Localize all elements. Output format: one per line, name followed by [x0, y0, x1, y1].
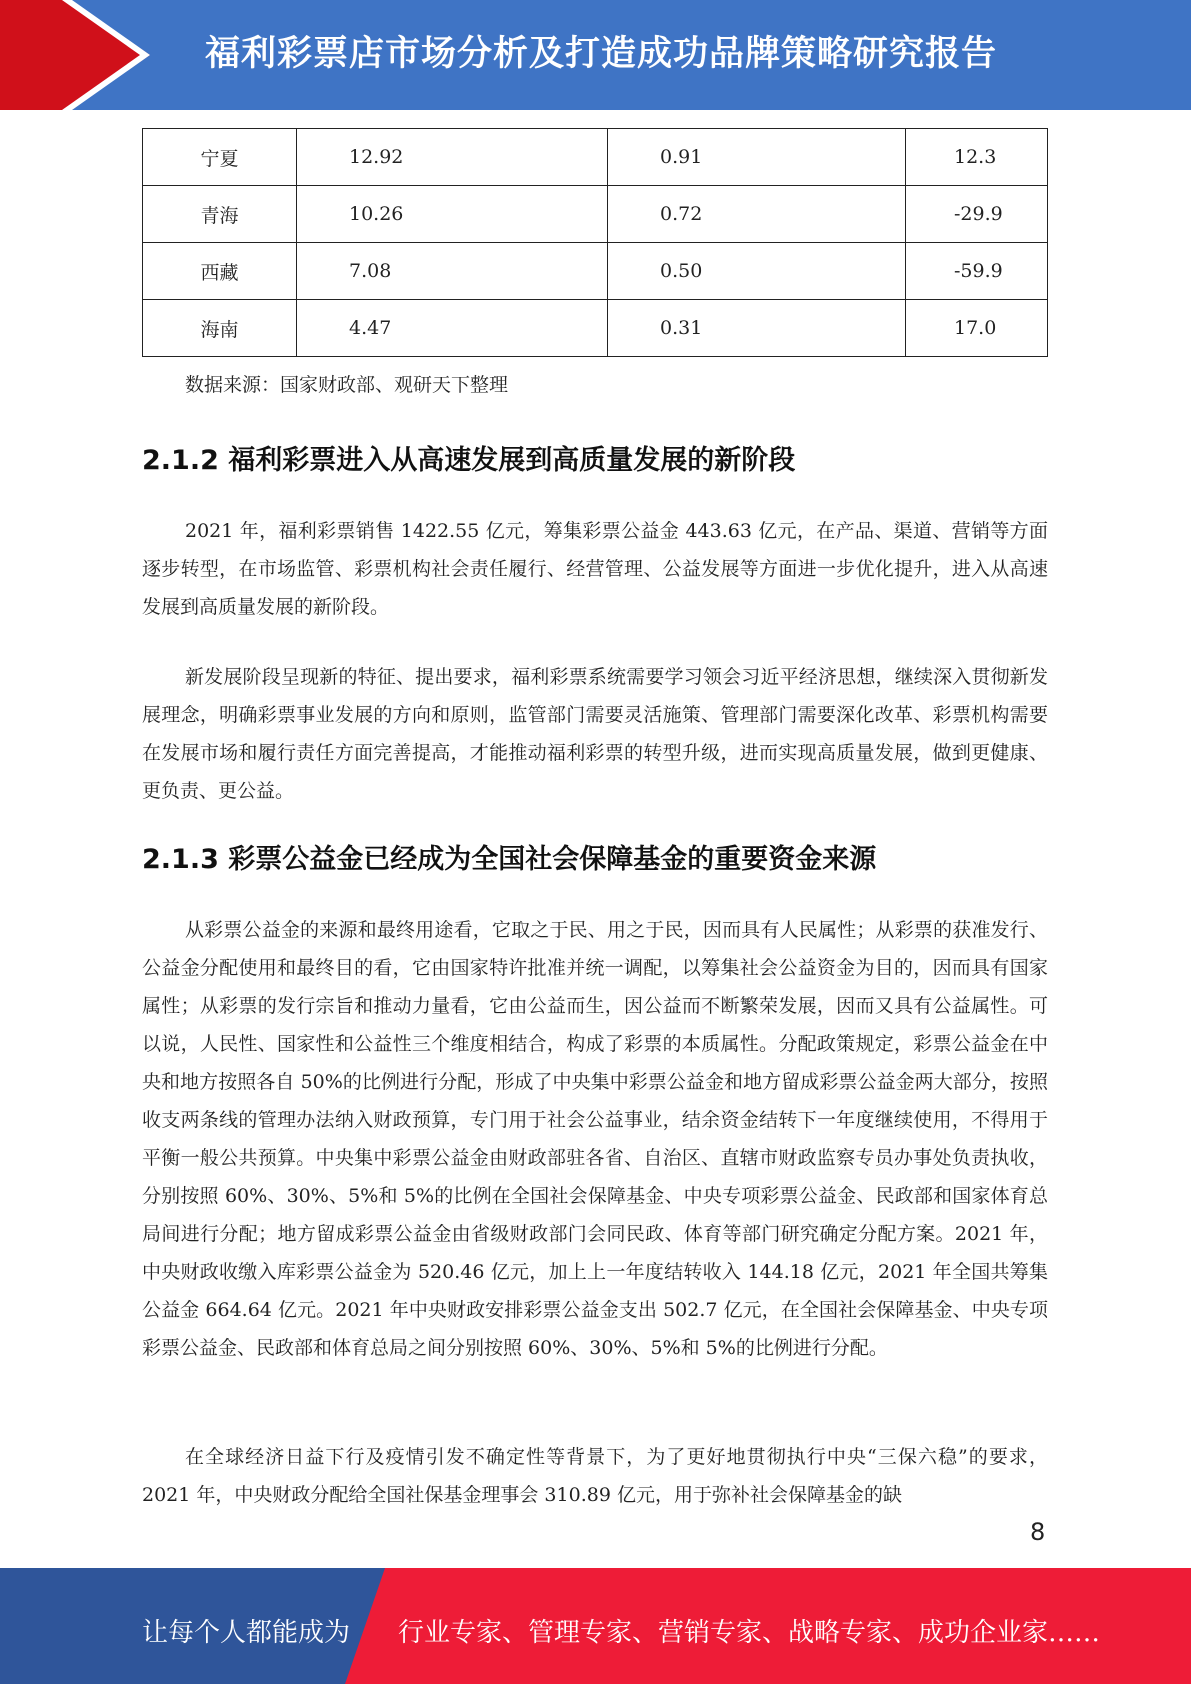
- table-cell: 7.08: [297, 243, 608, 300]
- table-cell: 宁夏: [143, 129, 297, 186]
- paragraph: 在全球经济日益下行及疫情引发不确定性等背景下，为了更好地贯彻执行中央“三保六稳”的要求，2021 年，中央财政分配给全国社保基金理事会 310.89 亿元，用于弥补社会保障基金的缺: [142, 1446, 1048, 1506]
- footer-slogan-left: 让每个人都能成为: [142, 1618, 351, 1648]
- table-row: [143, 243, 1048, 300]
- footer-slogan-right: 行业专家、管理专家、营销专家、战略专家、成功企业家……: [398, 1618, 1101, 1648]
- table-cell: 12.3: [906, 129, 1048, 186]
- report-title: 福利彩票店市场分析及打造成功品牌策略研究报告: [205, 34, 998, 74]
- table-cell: 0.31: [608, 300, 906, 357]
- table-cell: 10.26: [297, 186, 608, 243]
- section-heading: 2.1.2 福利彩票进入从高速发展到高质量发展的新阶段: [142, 445, 796, 476]
- data-source-note: 数据来源：国家财政部、观研天下整理: [185, 374, 509, 396]
- table-cell: 青海: [143, 186, 297, 243]
- table-row: [143, 129, 1048, 186]
- paragraph: 2021 年，福利彩票销售 1422.55 亿元，筹集彩票公益金 443.63 亿元，在产品、渠道、营销等方面逐步转型，在市场监管、彩票机构社会责任履行、经营管理、公益发展等方面进一步优化提升，进入从高速发展到高质量发展的新阶段。: [142, 520, 1048, 618]
- province-data-table: [142, 128, 1048, 357]
- table-row: [143, 300, 1048, 357]
- table-cell: 0.91: [608, 129, 906, 186]
- table-cell: 17.0: [906, 300, 1048, 357]
- table-cell: 西藏: [143, 243, 297, 300]
- table-cell: 0.72: [608, 186, 906, 243]
- page-header: [0, 0, 1191, 110]
- table-cell: 12.92: [297, 129, 608, 186]
- section-heading: 2.1.3 彩票公益金已经成为全国社会保障基金的重要资金来源: [142, 844, 877, 875]
- page-number: 8: [1030, 1518, 1046, 1546]
- paragraph: 从彩票公益金的来源和最终用途看，它取之于民、用之于民，因而具有人民属性；从彩票的获准发行、公益金分配使用和最终目的看，它由国家特许批准并统一调配，以筹集社会公益资金为目的，因而具有国家属性；从彩票的发行宗旨和推动力量看，它由公益而生，因公益而不断繁荣发展，因而又具有公益属性。可以说，人民性、国家性和公益性三个维度相结合，构成了彩票的本质属性。分配政策规定，彩票公益金在中央和地方按照各自 50%的比例进行分配，形成了中央集中彩票公益金和地方留成彩票公益金两大部分，按照收支两条线的管理办法纳入财政预算，专门用于社会公益事业，结余资金结转下一年度继续使用，不得用于平衡一般公共预算。中央集中彩票公益金由财政部驻各省、自治区、直辖市财政监察专员办事处负责执收，分别按照 60%、30%、5%和 5%的比例在全国社会保障基金、中央专项彩票公益金、民政部和国家体育总局间进行分配；地方留成彩票公益金由省级财政部门会同民政、体育等部门研究确定分配方案。2021 年，中央财政收缴入库彩票公益金为 520.46 亿元，加上上一年度结转收入 144.18 亿元，2021 年全国共筹集公益金 664.64 亿元。2021 年中央财政安排彩票公益金支出 502.7 亿元，在全国社会保障基金、中央专项彩票公益金、民政部和体育总局之间分别按照 60%、30%、5%和 5%的比例进行分配。: [142, 919, 1048, 1359]
- paragraph: 新发展阶段呈现新的特征、提出要求，福利彩票系统需要学习领会习近平经济思想，继续深入贯彻新发展理念，明确彩票事业发展的方向和原则，监管部门需要灵活施策、管理部门需要深化改革、彩票机构需要在发展市场和履行责任方面完善提高，才能推动福利彩票的转型升级，进而实现高质量发展，做到更健康、更负责、更公益。: [142, 666, 1048, 802]
- table-cell: -29.9: [906, 186, 1048, 243]
- table-row: [143, 186, 1048, 243]
- header-arrow-decoration: [0, 0, 150, 110]
- table-cell: -59.9: [906, 243, 1048, 300]
- table-cell: 0.50: [608, 243, 906, 300]
- table-cell: 海南: [143, 300, 297, 357]
- table-cell: 4.47: [297, 300, 608, 357]
